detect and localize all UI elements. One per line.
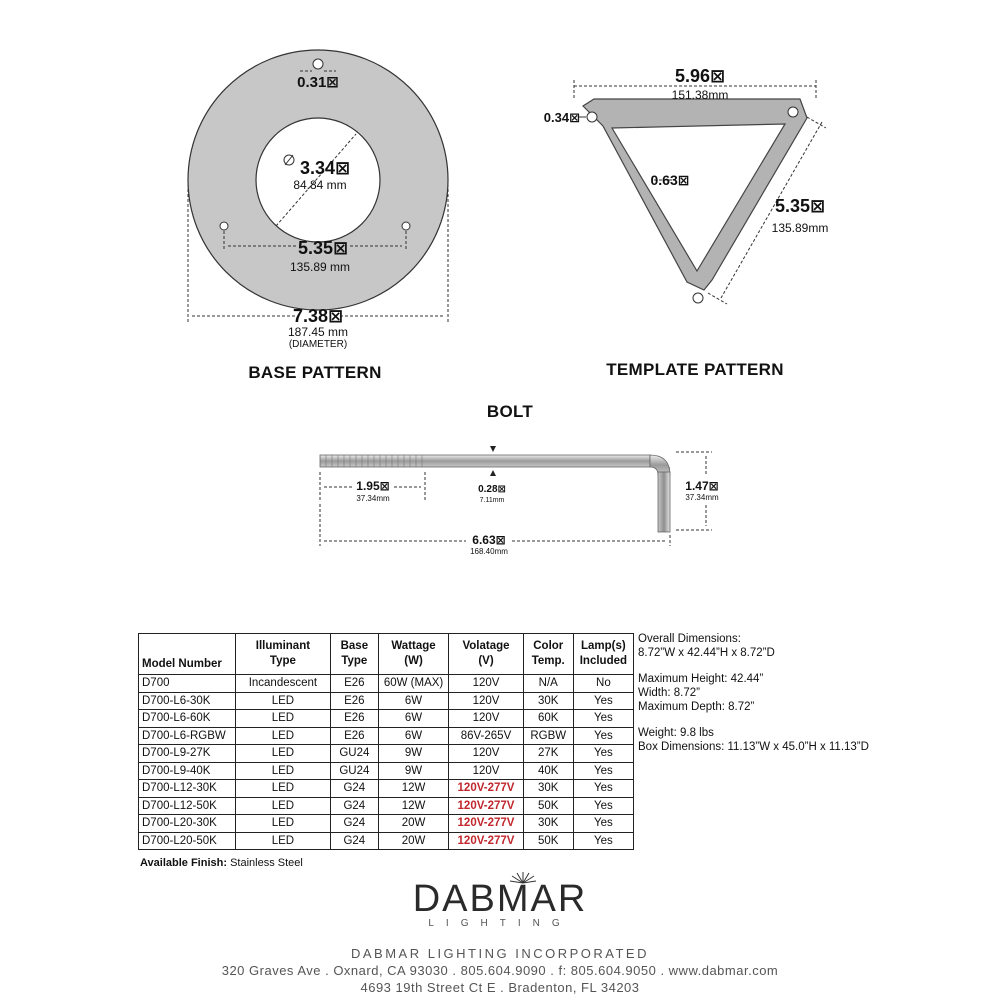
cell-voltage: 120V-277V bbox=[449, 797, 524, 815]
overall-dimensions-value: 8.72”W x 42.44”H x 8.72”D bbox=[638, 647, 775, 659]
base-holes-span-dim: 5.35⊠ bbox=[297, 238, 349, 258]
cell-voltage: 120V-277V bbox=[449, 832, 524, 850]
cell-model: D700-L6-60K bbox=[139, 710, 236, 728]
col-header-voltage bbox=[449, 634, 524, 675]
table-header-row bbox=[139, 634, 634, 675]
col-header-base bbox=[330, 634, 378, 675]
cell-illuminant: LED bbox=[235, 692, 330, 710]
table-row bbox=[139, 815, 634, 833]
cell-wattage: 20W bbox=[378, 815, 448, 833]
cell-lamps: Yes bbox=[573, 762, 633, 780]
cell-color-temp: 30K bbox=[523, 692, 573, 710]
cell-lamps: Yes bbox=[573, 780, 633, 798]
table-row bbox=[139, 745, 634, 763]
col-header-line2: Type bbox=[341, 655, 368, 667]
cell-illuminant: LED bbox=[235, 727, 330, 745]
model-spec-table bbox=[138, 633, 634, 850]
logo-sub: LIGHTING bbox=[428, 918, 572, 929]
cell-lamps: Yes bbox=[573, 710, 633, 728]
cell-voltage: 120V-277V bbox=[449, 815, 524, 833]
col-header-label: Model Number bbox=[142, 658, 222, 670]
cell-base: GU24 bbox=[330, 762, 378, 780]
template-bar-width-dim: 0.63⊠ bbox=[650, 172, 690, 188]
cell-base: E26 bbox=[330, 710, 378, 728]
template-side-mm: 135.89mm bbox=[771, 221, 829, 235]
bolt-height-dim: 1.47⊠ bbox=[685, 479, 719, 493]
dimensions-panel bbox=[638, 632, 978, 754]
cell-lamps: Yes bbox=[573, 815, 633, 833]
table-row bbox=[139, 797, 634, 815]
cell-lamps: No bbox=[573, 675, 633, 693]
cell-voltage: 86V-265V bbox=[449, 727, 524, 745]
cell-illuminant: LED bbox=[235, 762, 330, 780]
template-hole-dim: 0.34⊠ bbox=[543, 110, 580, 125]
box-dimensions: Box Dimensions: 11.13”W x 45.0”H x 11.13”D bbox=[638, 741, 869, 753]
bolt-title: BOLT bbox=[486, 402, 534, 421]
table-row bbox=[139, 832, 634, 850]
col-header-line2: Included bbox=[579, 655, 628, 667]
logo-brand: DABMAR bbox=[412, 878, 588, 920]
cell-wattage: 60W (MAX) bbox=[378, 675, 448, 693]
col-header-line2: (V) bbox=[478, 655, 494, 667]
cell-model: D700-L9-27K bbox=[139, 745, 236, 763]
template-top-mm: 151.38mm bbox=[671, 88, 729, 102]
bolt-thread-dim: 1.95⊠ bbox=[356, 479, 390, 493]
dabmar-logo bbox=[380, 870, 620, 930]
base-outer-dia-dim: 7.38⊠ bbox=[292, 306, 344, 326]
cell-base: E26 bbox=[330, 675, 378, 693]
cell-lamps: Yes bbox=[573, 832, 633, 850]
cell-lamps: Yes bbox=[573, 797, 633, 815]
cell-wattage: 9W bbox=[378, 745, 448, 763]
col-header-line2: Type bbox=[269, 655, 296, 667]
base-outer-mm: 187.45 mm bbox=[287, 325, 349, 339]
base-pattern-title: BASE PATTERN bbox=[248, 363, 382, 382]
cell-lamps: Yes bbox=[573, 727, 633, 745]
cell-illuminant: LED bbox=[235, 745, 330, 763]
cell-base: G24 bbox=[330, 815, 378, 833]
cell-model: D700-L9-40K bbox=[139, 762, 236, 780]
cell-wattage: 12W bbox=[378, 780, 448, 798]
cell-voltage: 120V bbox=[449, 692, 524, 710]
cell-color-temp: 60K bbox=[523, 710, 573, 728]
cell-lamps: Yes bbox=[573, 745, 633, 763]
cell-illuminant: LED bbox=[235, 832, 330, 850]
cell-illuminant: Incandescent bbox=[235, 675, 330, 693]
cell-illuminant: LED bbox=[235, 797, 330, 815]
company-name: DABMAR LIGHTING INCORPORATED bbox=[350, 946, 649, 961]
base-holes-mm: 135.89 mm bbox=[289, 260, 351, 274]
bolt-dia-dim: 0.28⊠ bbox=[478, 484, 506, 495]
table-row bbox=[139, 675, 634, 693]
cell-base: GU24 bbox=[330, 745, 378, 763]
finish-value: Stainless Steel bbox=[230, 857, 303, 869]
bolt-length-mm: 168.40mm bbox=[470, 547, 508, 556]
cell-base: G24 bbox=[330, 832, 378, 850]
template-side-dim: 5.35⊠ bbox=[774, 196, 826, 216]
col-header-line2: (W) bbox=[404, 655, 423, 667]
base-inner-mm: 84.84 mm bbox=[293, 178, 347, 192]
cell-voltage: 120V bbox=[449, 675, 524, 693]
cell-illuminant: LED bbox=[235, 815, 330, 833]
cell-model: D700-L6-RGBW bbox=[139, 727, 236, 745]
col-header-line1: Wattage bbox=[391, 640, 436, 652]
table-row bbox=[139, 780, 634, 798]
cell-wattage: 6W bbox=[378, 710, 448, 728]
available-finish bbox=[140, 857, 303, 869]
cell-voltage: 120V bbox=[449, 745, 524, 763]
base-outer-note: (DIAMETER) bbox=[288, 339, 348, 350]
base-inner-dia-dim: 3.34⊠ bbox=[299, 158, 351, 178]
col-header-line1: Color bbox=[533, 640, 564, 652]
width: Width: 8.72” bbox=[638, 687, 700, 699]
cell-model: D700-L20-30K bbox=[139, 815, 236, 833]
col-header-color-temp bbox=[523, 634, 573, 675]
cell-color-temp: 40K bbox=[523, 762, 573, 780]
overall-dimensions-label: Overall Dimensions: bbox=[638, 633, 741, 645]
col-header-line2: Temp. bbox=[531, 655, 565, 667]
cell-model: D700-L6-30K bbox=[139, 692, 236, 710]
company-address-oxnard: 320 Graves Ave . Oxnard, CA 93030 . 805.604.9090 . f: 805.604.9050 . www.dabmar.com bbox=[221, 963, 779, 978]
base-top-hole-dim: 0.31⊠ bbox=[297, 74, 339, 91]
col-header-line1: Lamp(s) bbox=[581, 640, 626, 652]
col-header-line1: Base bbox=[340, 640, 369, 652]
cell-wattage: 6W bbox=[378, 727, 448, 745]
cell-model: D700-L12-50K bbox=[139, 797, 236, 815]
table-body bbox=[139, 675, 634, 850]
col-header-model bbox=[139, 634, 236, 675]
cell-wattage: 9W bbox=[378, 762, 448, 780]
template-top-width-dim: 5.96⊠ bbox=[674, 66, 726, 86]
cell-voltage: 120V-277V bbox=[449, 780, 524, 798]
cell-wattage: 20W bbox=[378, 832, 448, 850]
template-pattern-title: TEMPLATE PATTERN bbox=[606, 360, 784, 379]
cell-color-temp: 50K bbox=[523, 832, 573, 850]
cell-base: E26 bbox=[330, 692, 378, 710]
cell-color-temp: N/A bbox=[523, 675, 573, 693]
bolt-height-mm: 37.34mm bbox=[685, 493, 719, 502]
col-header-line1: Volatage bbox=[462, 640, 510, 652]
company-address-bradenton: 4693 19th Street Ct E . Bradenton, FL 34203 bbox=[360, 980, 640, 995]
cell-base: G24 bbox=[330, 780, 378, 798]
bolt-length-dim: 6.63⊠ bbox=[472, 533, 506, 547]
cell-base: G24 bbox=[330, 797, 378, 815]
col-header-wattage bbox=[378, 634, 448, 675]
max-height: Maximum Height: 42.44” bbox=[638, 673, 764, 685]
cell-color-temp: 27K bbox=[523, 745, 573, 763]
bolt-thread-mm: 37.34mm bbox=[356, 494, 390, 503]
cell-illuminant: LED bbox=[235, 710, 330, 728]
cell-model: D700-L12-30K bbox=[139, 780, 236, 798]
finish-label: Available Finish: bbox=[140, 857, 228, 869]
cell-color-temp: 50K bbox=[523, 797, 573, 815]
table-row bbox=[139, 727, 634, 745]
cell-model: D700 bbox=[139, 675, 236, 693]
cell-wattage: 6W bbox=[378, 692, 448, 710]
weight: Weight: 9.8 lbs bbox=[638, 727, 714, 739]
bolt-dia-mm: 7.11mm bbox=[479, 497, 505, 504]
table-row bbox=[139, 692, 634, 710]
cell-color-temp: 30K bbox=[523, 780, 573, 798]
cell-lamps: Yes bbox=[573, 692, 633, 710]
table-row bbox=[139, 762, 634, 780]
cell-wattage: 12W bbox=[378, 797, 448, 815]
col-header-lamps bbox=[573, 634, 633, 675]
cell-voltage: 120V bbox=[449, 762, 524, 780]
cell-base: E26 bbox=[330, 727, 378, 745]
col-header-illuminant bbox=[235, 634, 330, 675]
cell-illuminant: LED bbox=[235, 780, 330, 798]
cell-voltage: 120V bbox=[449, 710, 524, 728]
cell-color-temp: RGBW bbox=[523, 727, 573, 745]
table-row bbox=[139, 710, 634, 728]
col-header-line1: Illuminant bbox=[255, 640, 311, 652]
cell-model: D700-L20-50K bbox=[139, 832, 236, 850]
max-depth: Maximum Depth: 8.72” bbox=[638, 701, 755, 713]
cell-color-temp: 30K bbox=[523, 815, 573, 833]
